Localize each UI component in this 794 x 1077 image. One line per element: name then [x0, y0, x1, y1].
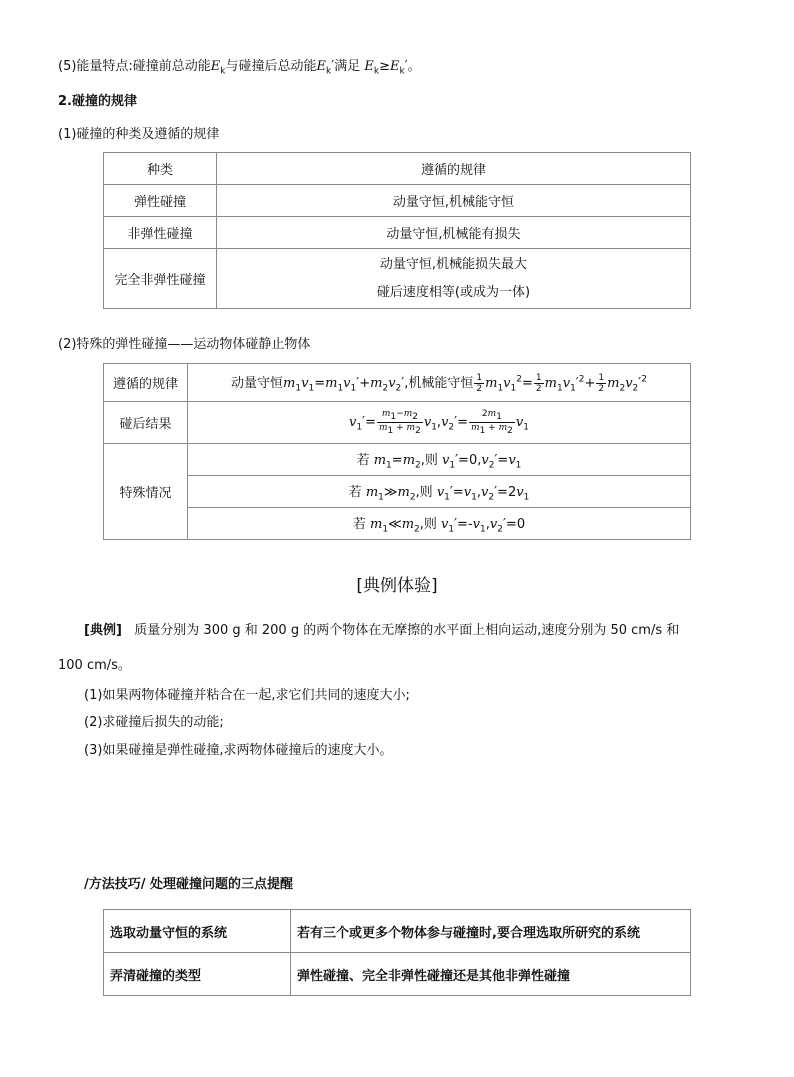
special-case: 若 $m_1=m_2$,则 $v_1'=0,v_2'=v_1$ [188, 444, 691, 476]
conservation-equation: 动量守恒$m_1v_1=m_1v_1'+m_2v_2'$,机械能守恒 $\frac{1}{2}$ $m_1v_1^2=$ $\frac{1}{2}$ $m_1v_1'^2+$ $\frac{1}{2}$ $m_2v_2'^2$ [188, 364, 691, 402]
energy-feature-line: (5)能量特点:碰撞前总动能$E_k$与碰撞后总动能$E_k'$满足 $E_k\ge E_k'$。 [58, 59, 421, 77]
table-row [104, 364, 691, 402]
table-header-row [104, 153, 691, 185]
table-header-cell: 种类 [104, 153, 217, 185]
rule-line: 动量守恒,机械能损失最大 [379, 256, 528, 272]
table-row [104, 249, 691, 309]
table-row [104, 185, 691, 217]
rule-line: 碰后速度相等(或成为一体) [376, 284, 531, 300]
table-row [104, 508, 691, 540]
tip-label: 选取动量守恒的系统 [104, 910, 291, 953]
rule-cell: 动量守恒,机械能守恒 [217, 185, 691, 217]
row-label: 碰后结果 [104, 402, 188, 444]
example-text: 质量分别为 300 g 和 200 g 的两个物体在无摩擦的水平面上相向运动,速度分别为 50 cm/s 和 [134, 623, 680, 638]
subheading-special-elastic: (2)特殊的弹性碰撞——运动物体碰静止物体 [58, 337, 311, 352]
table-row [104, 444, 691, 476]
table-header-cell: 遵循的规律 [217, 153, 691, 185]
table-row [104, 217, 691, 249]
collision-type-cell: 弹性碰撞 [104, 185, 217, 217]
row-label: 特殊情况 [104, 444, 188, 540]
tip-label: 弄清碰撞的类型 [104, 953, 291, 996]
question-1: (1)如果两物体碰撞并粘合在一起,求它们共同的速度大小; [84, 688, 410, 703]
collision-types-table [103, 152, 691, 309]
section-title: [典例体验] [356, 576, 438, 596]
collision-type-cell: 非弹性碰撞 [104, 217, 217, 249]
special-case: 若 $m_1≪m_2$,则 $v_1'=-v_1,v_2'=0$ [188, 508, 691, 540]
example-line-2: 100 cm/s。 [58, 658, 131, 673]
table-row [104, 476, 691, 508]
example-tag: [典例] [84, 623, 122, 638]
question-2: (2)求碰撞后损失的动能; [84, 715, 224, 730]
special-case: 若 $m_1≫m_2$,则 $v_1'=v_1,v_2'=2v_1$ [188, 476, 691, 508]
method-tips-table [103, 909, 691, 996]
row-label: 遵循的规律 [104, 364, 188, 402]
result-equation: $v_1'=$ $\frac{m_1-m_2}{m_1 + m_2}$ $v_1,v_2'=$ $\frac{2m_1}{m_1 + m_2}$ $v_1$ [188, 402, 691, 444]
collision-type-cell: 完全非弹性碰撞 [104, 249, 217, 309]
table-row [104, 910, 691, 953]
method-tips-title: /方法技巧/ 处理碰撞问题的三点提醒 [84, 877, 294, 892]
example-line-1 [84, 622, 679, 640]
subheading-collision-types: (1)碰撞的种类及遵循的规律 [58, 127, 220, 142]
section-heading-collision-rules: 2.碰撞的规律 [58, 94, 137, 109]
tip-text: 弹性碰撞、完全非弹性碰撞还是其他非弹性碰撞 [291, 953, 691, 996]
special-elastic-table [103, 363, 691, 540]
rule-cell [217, 249, 691, 309]
tip-text: 若有三个或更多个物体参与碰撞时,要合理选取所研究的系统 [291, 910, 691, 953]
table-row [104, 402, 691, 444]
table-row [104, 953, 691, 996]
rule-cell: 动量守恒,机械能有损失 [217, 217, 691, 249]
question-3: (3)如果碰撞是弹性碰撞,求两物体碰撞后的速度大小。 [84, 743, 393, 758]
